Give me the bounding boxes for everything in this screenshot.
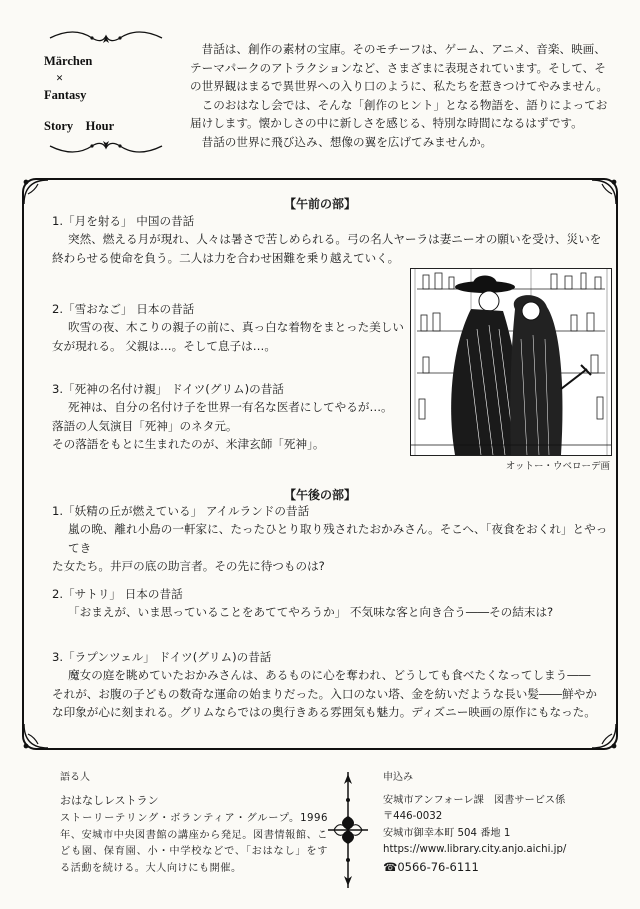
storyteller-label: 語る人 xyxy=(60,772,90,783)
library-url-link[interactable]: https://www.library.city.anjo.aichi.jp/ xyxy=(383,844,567,855)
intro-paragraph: このおはなし会では、そんな「創作のヒント」となる物語を、語りによってお届けします。懐かしさの中に新しさを感じる、特別な時間になるはずです。 xyxy=(190,97,608,131)
story-line: それが、お腹の子どもの数奇な運命の始まりだった。入口のない塔、金を紡いだような長い髪――鮮やか xyxy=(52,686,597,701)
intro-text xyxy=(190,40,610,152)
postal-code: 〒446-0032 xyxy=(383,811,443,822)
application-org: 安城市アンフォーレ課 図書サービス係 xyxy=(383,794,566,806)
story-line: 魔女の庭を眺めていたおかみさんは、あるものに心を奪われ、どうしても食べたくなってしまう―― xyxy=(68,668,591,683)
story-line: その落語をもとに生まれたのが、米津玄師「死神」。 xyxy=(52,437,325,452)
story-line: な印象が心に刻まれる。グリムならではの奥行きある雰囲気も魅力。ディズニー映画の原作にもなった。 xyxy=(52,705,596,720)
story-line: 女が現れる。 父親は…。そして息子は…。 xyxy=(52,338,276,353)
illustration-caption: オットー・ウベローデ画 xyxy=(505,461,610,472)
phone-number: ☎0566-76-6111 xyxy=(383,859,479,874)
story-title: 1.「月を射る」 中国の昔話 xyxy=(52,214,195,228)
title-cross: × xyxy=(56,71,64,85)
story-title: 1.「妖精の丘が燃えている」 アイルランドの昔話 xyxy=(52,504,310,518)
intro-paragraph: 昔話の世界に飛び込み、想像の翼を広げてみませんか。 xyxy=(201,134,493,149)
story-item xyxy=(52,502,612,576)
engraving-illustration xyxy=(411,269,611,455)
story-line: 吹雪の夜、木こりの親子の前に、真っ白な着物をまとった美しい xyxy=(68,320,404,335)
application-info xyxy=(383,770,623,875)
title-marchen: Märchen xyxy=(44,54,93,68)
story-item xyxy=(52,212,612,267)
story-item xyxy=(52,585,612,622)
address: 安城市御幸本町 504 番地 1 xyxy=(383,827,511,839)
story-item xyxy=(52,380,404,454)
story-line: 嵐の晩、離れ小島の一軒家に、たったひとり取り残されたおかみさん。そこへ、「夜食をおくれ」とやってき xyxy=(68,522,608,555)
flourish-ornament-icon xyxy=(46,136,166,156)
story-item xyxy=(52,300,404,355)
title-fantasy: Fantasy xyxy=(44,88,87,102)
story-line: 落語の人気演目「死神」のネタ元。 xyxy=(52,418,238,433)
story-title: 2.「サトリ」 日本の昔話 xyxy=(52,587,183,601)
story-title: 2.「雪おなご」 日本の昔話 xyxy=(52,302,195,316)
flourish-ornament-icon xyxy=(46,28,166,48)
application-label: 申込み xyxy=(383,772,413,783)
storyteller-name: おはなしレストラン xyxy=(60,793,159,807)
story-title: 3.「ラプンツェル」 ドイツ(グリム)の昔話 xyxy=(52,650,272,664)
illustration-image xyxy=(410,268,612,456)
story-item xyxy=(52,648,612,722)
story-line: 「おまえが、いま思っていることをあててやろうか」 不気味な客と向き合う――その結末は? xyxy=(68,605,554,620)
morning-heading: 【午前の部】 xyxy=(283,197,356,211)
story-title: 3.「死神の名付け親」 ドイツ(グリム)の昔話 xyxy=(52,382,284,396)
storyteller-description: ストーリーテリング・ボランティア・グループ。1996 年、安城市中央図書館の講座から発足。図書情報館、こども園、保育園、小・中学校などで、「おはなし」をする活動を続ける。大人向けにも開催。 xyxy=(60,813,328,874)
corner-ornament-icon xyxy=(588,720,622,754)
cross-ornament-icon xyxy=(326,770,370,890)
afternoon-heading: 【午後の部】 xyxy=(283,488,356,502)
story-line: 死神は、自分の名付け子を世界一有名な医者にしてやるが…。 xyxy=(68,400,393,415)
title-story-hour: Story Hour xyxy=(44,119,115,133)
corner-ornament-icon xyxy=(18,720,52,754)
story-line: た女たち。井戸の底の助言者。その先に待つものは? xyxy=(52,559,325,574)
intro-paragraph: 昔話は、創作の素材の宝庫。そのモチーフは、ゲーム、アニメ、音楽、映画、テーマパークのアトラクションなど、さまざまに表現されています。そして、その世界観はまるで異世界への入り口のように、私たちを惹きつけてやみません。 xyxy=(190,42,608,94)
story-line: 突然、燃える月が現れ、人々は暑さで苦しめられる。弓の名人ヤーラは妻ニーオの願いを受け、災いを xyxy=(68,232,602,247)
header-title-block xyxy=(22,28,172,156)
storyteller-info xyxy=(60,770,328,877)
story-line: 終わらせる使命を負う。二人は力を合わせ困難を乗り越えていく。 xyxy=(52,250,400,265)
